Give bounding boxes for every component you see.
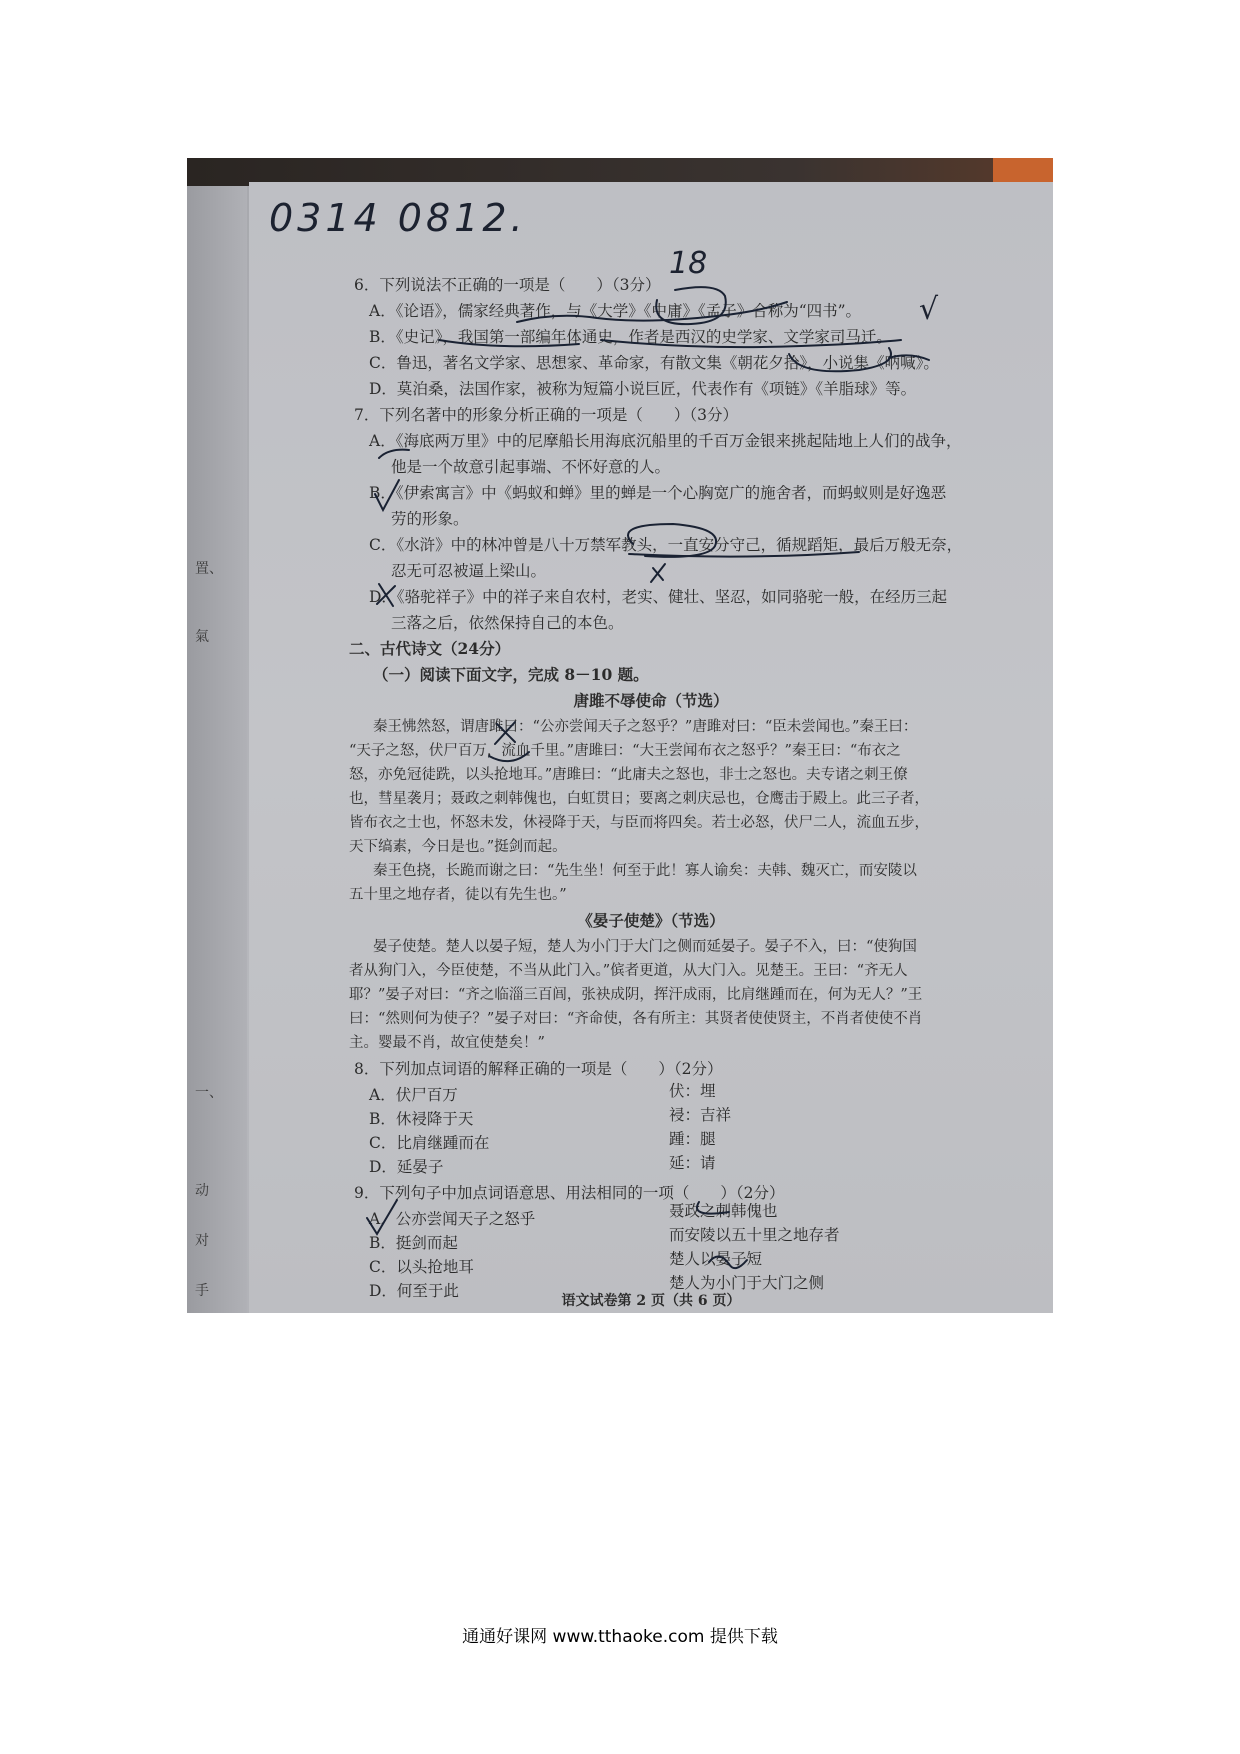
passage2-line: 曰：“然则何为使子？”晏子对曰：“齐命使，各有所主：其贤者使使贤主，不肖者使使不肖	[349, 1011, 923, 1027]
passage1-line: 天下缟素，今日是也。”挺剑而起。	[349, 839, 567, 855]
q8-option: D．延晏子	[369, 1158, 444, 1176]
edge-char: 动	[195, 1183, 209, 1199]
q9-option: C．以头抢地耳	[369, 1258, 474, 1276]
pen-check	[375, 480, 399, 510]
handwritten-serial: 0314 0812.	[269, 196, 527, 240]
section-heading: 二、古代诗文（24分）	[349, 639, 511, 658]
edge-char: 对	[195, 1233, 209, 1249]
edge-char: 置、	[195, 561, 223, 577]
q9-pair: 聂政之刺韩傀也	[669, 1202, 778, 1220]
section-sub: （一）阅读下面文字，完成 8－10 题。	[373, 665, 649, 684]
pen-underline	[379, 450, 409, 458]
q9-option: A．公亦尝闻天子之怒乎	[369, 1210, 536, 1228]
pen-underline	[439, 340, 579, 346]
pen-underline	[601, 340, 901, 347]
q7-option-d: D．《骆驼祥子》中的祥子来自农村，老实、健壮、坚忍，如同骆驼一般，在经历三起	[369, 588, 948, 606]
pen-underline	[517, 302, 787, 322]
q6-stem: 6．下列说法不正确的一项是（ ）（3分）	[354, 276, 661, 294]
q8-option: B．休祲降于天	[369, 1110, 474, 1128]
pen-underline	[629, 552, 859, 557]
q9-option: D．何至于此	[369, 1282, 459, 1300]
edge-char: 手	[195, 1283, 209, 1299]
pen-circle	[697, 1202, 729, 1214]
q6-option-c: C．鲁迅，著名文学家、思想家、革命家，有散文集《朝花夕拾》，小说集《呐喊》。	[369, 354, 939, 372]
passage1-title: 唐雎不辱使命（节选）	[573, 691, 729, 710]
q6-option-a: A．《论语》，儒家经典著作，与《大学》《中庸》《孟子》合称为“四书”。	[369, 302, 862, 320]
passage2-line: 耶？”晏子对曰：“齐之临淄三百闾，张袂成阴，挥汗成雨，比肩继踵而在，何为无人？”王	[349, 987, 923, 1003]
q7-option-c-cont: 忍无可忍被逼上梁山。	[391, 562, 547, 580]
passage1-line: 也，彗星袭月；聂政之刺韩傀也，白虹贯日；要离之刺庆忌也，仓鹰击于殿上。此三子者，	[349, 791, 929, 807]
q6-option-d: D．莫泊桑，法国作家，被称为短篇小说巨匠，代表作有《项链》《羊脂球》等。	[369, 380, 917, 398]
pen-underline	[489, 752, 529, 761]
adjacent-page-edge	[187, 186, 247, 1313]
q7-option-a-cont: 他是一个故意引起事端、不怀好意的人。	[391, 458, 671, 476]
q9-pair: 楚人以晏子短	[669, 1250, 763, 1268]
q8-stem: 8．下列加点词语的解释正确的一项是（ ）（2分）	[354, 1060, 723, 1078]
passage1-line: 五十里之地存者，徒以有先生也。”	[349, 887, 567, 903]
q7-option-b: B．《伊索寓言》中《蚂蚁和蝉》里的蝉是一个心胸宽广的施舍者，而蚂蚁则是好逸恶	[369, 484, 947, 502]
pen-underline	[889, 355, 929, 360]
passage1-line: 秦王色挠，长跪而谢之曰：“先生坐！何至于此！寡人谕矣：夫韩、魏灭亡，而安陵以	[373, 863, 917, 879]
q8-gloss: 祲：吉祥	[669, 1106, 732, 1124]
passage1-line: “天子之怒，伏尸百万，流血千里。”唐雎曰：“大王尝闻布衣之怒乎？”秦王曰：“布衣之	[349, 743, 901, 759]
pen-cross	[377, 584, 395, 606]
passage2-line: 晏子使楚。楚人以晏子短，楚人为小门于大门之侧而延晏子。晏子不入，曰：“使狗国	[373, 939, 917, 955]
q7-option-d-cont: 三落之后，依然保持自己的本色。	[391, 614, 624, 632]
q9-stem: 9．下列句子中加点词语意思、用法相同的一项（ ）（2分）	[354, 1184, 785, 1202]
passage1-line: 怒，亦免冠徒跣，以头抢地耳。”唐雎曰：“此庸夫之怒也，非士之怒也。夫专诸之刺王僚	[349, 767, 908, 783]
exam-sheet	[249, 182, 1053, 1313]
q7-option-a: A．《海底两万里》中的尼摩船长用海底沉船里的千百万金银来挑起陆地上人们的战争，	[369, 432, 962, 450]
edge-char: 氣	[195, 629, 209, 645]
pen-cross	[495, 722, 515, 744]
q9-pair: 楚人为小门于大门之侧	[669, 1274, 825, 1292]
handwritten-check: √	[919, 292, 939, 327]
exam-photo	[187, 158, 1053, 1313]
handwritten-score: 18	[669, 246, 708, 281]
pen-check	[367, 1200, 397, 1234]
q9-pair: 而安陵以五十里之地存者	[669, 1226, 840, 1244]
q8-gloss: 延：请	[669, 1154, 716, 1172]
q9-option: B．挺剑而起	[369, 1234, 458, 1252]
passage1-line: 秦王怫然怒，谓唐雎曰：“公亦尝闻天子之怒乎？”唐雎对曰：“臣未尝闻也。”秦王曰：	[373, 719, 918, 735]
q7-option-b-cont: 劳的形象。	[391, 510, 469, 528]
q6-option-b: B．《史记》，我国第一部编年体通史，作者是西汉的史学家、文学家司马迁。	[369, 328, 892, 346]
pen-circle	[789, 348, 891, 371]
passage2-line: 主。婴最不肖，故宜使楚矣！”	[349, 1035, 545, 1051]
pen-mark	[709, 1256, 747, 1268]
pen-marks	[249, 182, 1053, 1313]
pen-cross	[651, 564, 665, 582]
edge-chars	[187, 186, 247, 1313]
edge-char: 一、	[195, 1085, 223, 1101]
passage2-line: 者从狗门入，今臣使楚，不当从此门入。”傧者更道，从大门入。见楚王。王曰：“齐无人	[349, 963, 908, 979]
page-number: 语文试卷第 2 页（共 6 页）	[561, 1293, 741, 1309]
q8-gloss: 伏：埋	[669, 1082, 716, 1100]
passage2-title: 《晏子使楚》（节选）	[577, 911, 725, 930]
q7-stem: 7．下列名著中的形象分析正确的一项是（ ）（3分）	[354, 406, 738, 424]
q8-option: C．比肩继踵而在	[369, 1134, 490, 1152]
site-footer: 通通好课网 www.tthaoke.com 提供下载	[462, 1627, 778, 1647]
q8-option: A．伏尸百万	[369, 1086, 458, 1104]
passage1-line: 皆布衣之士也，怀怒未发，休祲降于天，与臣而将四矣。若士必怒，伏尸二人，流血五步，	[349, 815, 929, 831]
pen-circle	[628, 524, 716, 557]
q8-gloss: 踵：腿	[669, 1130, 716, 1148]
q7-option-c: C．《水浒》中的林冲曾是八十万禁军教头，一直安分守己，循规蹈矩，最后万般无奈，	[369, 536, 963, 554]
